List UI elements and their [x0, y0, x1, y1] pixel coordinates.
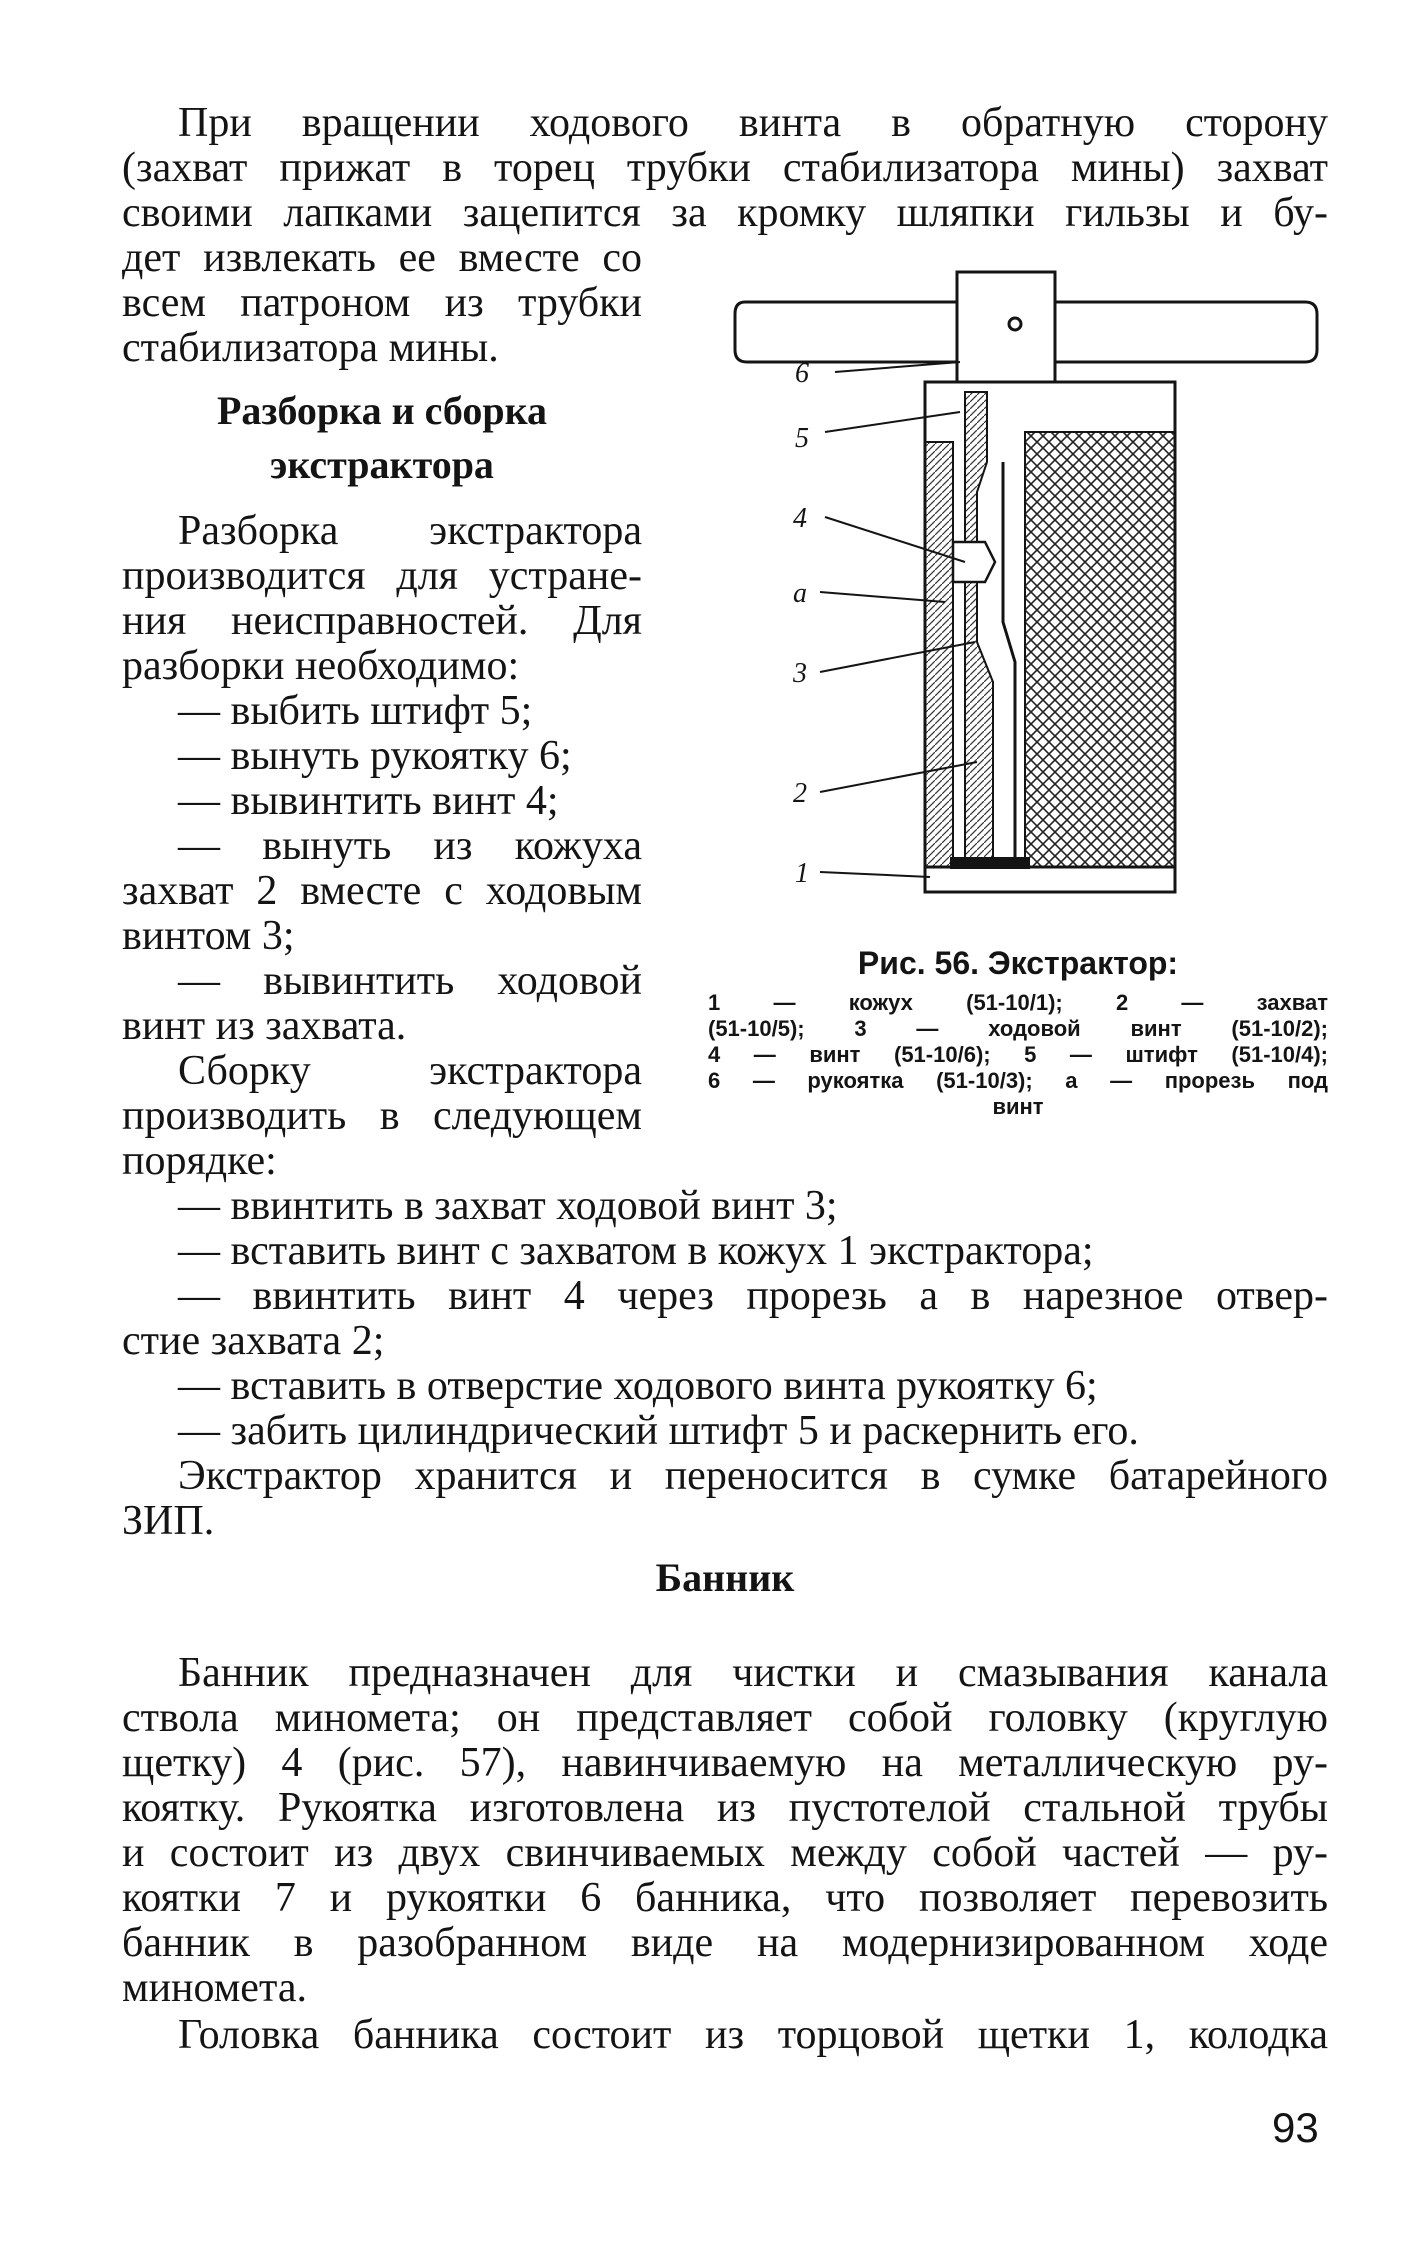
- figure-caption-line: (51-10/5); 3 — ходовой винт (51-10/2);: [708, 1016, 1328, 1041]
- screw-4: [953, 542, 995, 582]
- text-line: — ввинтить в захват ходовой винт 3;: [178, 1183, 838, 1229]
- text-line: производится для устране-: [122, 553, 642, 599]
- text-line: щетку) 4 (рис. 57), навинчиваемую на металлическую ру-: [122, 1740, 1328, 1786]
- part-label: 3: [793, 658, 807, 689]
- section-title-extractor: Разборка и сборка: [216, 388, 548, 433]
- text-line: — выбить штифт 5;: [178, 688, 533, 734]
- part-label: а: [793, 578, 807, 609]
- text-line: коятку. Рукоятка изготовлена из пустотелой стальной трубы: [122, 1785, 1328, 1831]
- text-line: производить в следующем: [122, 1093, 642, 1139]
- text-line: ствола миномета; он представляет собой головку (круглую: [122, 1695, 1328, 1741]
- text-line: ЗИП.: [122, 1498, 215, 1544]
- figure-title: Рис. 56. Экстрактор:: [857, 945, 1179, 981]
- section-title-extractor-2: экстрактора: [270, 442, 494, 487]
- text-line: миномета.: [122, 1965, 307, 2011]
- text-line: При вращении ходового винта в обратную сторону: [178, 100, 1328, 146]
- text-line: — вставить в отверстие ходового винта рукоятку 6;: [178, 1363, 1098, 1409]
- page-number: 93: [1272, 2104, 1319, 2151]
- figure-caption-line: 1 — кожух (51-10/1); 2 — захват: [708, 990, 1328, 1015]
- text-line: — вынуть из кожуха: [178, 823, 642, 869]
- part-label: 4: [793, 503, 807, 534]
- text-line: винтом 3;: [122, 913, 295, 959]
- text-line: ния неисправностей. Для: [122, 598, 642, 644]
- handle-right: [1055, 302, 1317, 362]
- text-line: банник в разобранном виде на модернизированном ходе: [122, 1920, 1328, 1966]
- text-line: Банник предназначен для чистки и смазывания канала: [178, 1650, 1328, 1696]
- part-label: 2: [793, 778, 807, 809]
- text-line: винт из захвата.: [122, 1003, 407, 1049]
- text-line: всем патроном из трубки: [122, 280, 642, 326]
- core-hatch: [1025, 432, 1175, 877]
- part-label: 1: [795, 858, 809, 889]
- text-line: — вставить винт с захватом в кожух 1 экстрактора;: [178, 1228, 1094, 1274]
- extractor-figure: [725, 262, 1325, 932]
- text-line: — вынуть рукоятку 6;: [178, 733, 572, 779]
- part-label: 5: [795, 423, 809, 454]
- text-line: коятки 7 и рукоятки 6 банника, что позволяет перевозить: [122, 1875, 1328, 1921]
- text-line: захват 2 вместе с ходовым: [122, 868, 642, 914]
- text-line: Экстрактор хранится и переносится в сумке батарейного: [178, 1453, 1328, 1499]
- section-title-bannik: Банник: [655, 1555, 795, 1600]
- figure-caption-line: 6 — рукоятка (51-10/3); а — прорезь под: [708, 1068, 1328, 1093]
- text-line: порядке:: [122, 1138, 277, 1184]
- text-line: разборки необходимо:: [122, 643, 520, 689]
- text-line: Сборку экстрактора: [178, 1048, 642, 1094]
- text-line: (захват прижат в торец трубки стабилизатора мины) захват: [122, 145, 1328, 191]
- text-line: — вывинтить винт 4;: [178, 778, 559, 824]
- text-line: — забить цилиндрический штифт 5 и раскернить его.: [178, 1408, 1139, 1454]
- bottom-cap: [950, 857, 1030, 869]
- text-line: — вывинтить ходовой: [178, 958, 642, 1004]
- text-line: Головка банника состоит из торцовой щетки 1, колодка: [178, 2012, 1328, 2058]
- text-line: стабилизатора мины.: [122, 325, 499, 371]
- text-line: дет извлекать ее вместе со: [122, 235, 642, 281]
- text-line: стие захвата 2;: [122, 1318, 385, 1364]
- text-line: — ввинтить винт 4 через прорезь а в нарезное отвер-: [178, 1273, 1328, 1319]
- figure-caption-line: винт: [992, 1094, 1044, 1119]
- handle-left: [735, 302, 957, 362]
- wall-hatch: [925, 442, 953, 872]
- text-line: своими лапками зацепится за кромку шляпки гильзы и бу-: [122, 190, 1328, 236]
- bottom-plate: [925, 867, 1175, 892]
- figure-caption-line: 4 — винт (51-10/6); 5 — штифт (51-10/4);: [708, 1042, 1328, 1067]
- part-label: 6: [795, 358, 809, 389]
- text-line: Разборка экстрактора: [178, 508, 642, 554]
- text-line: и состоит из двух свинчиваемых между собой частей — ру-: [122, 1830, 1328, 1876]
